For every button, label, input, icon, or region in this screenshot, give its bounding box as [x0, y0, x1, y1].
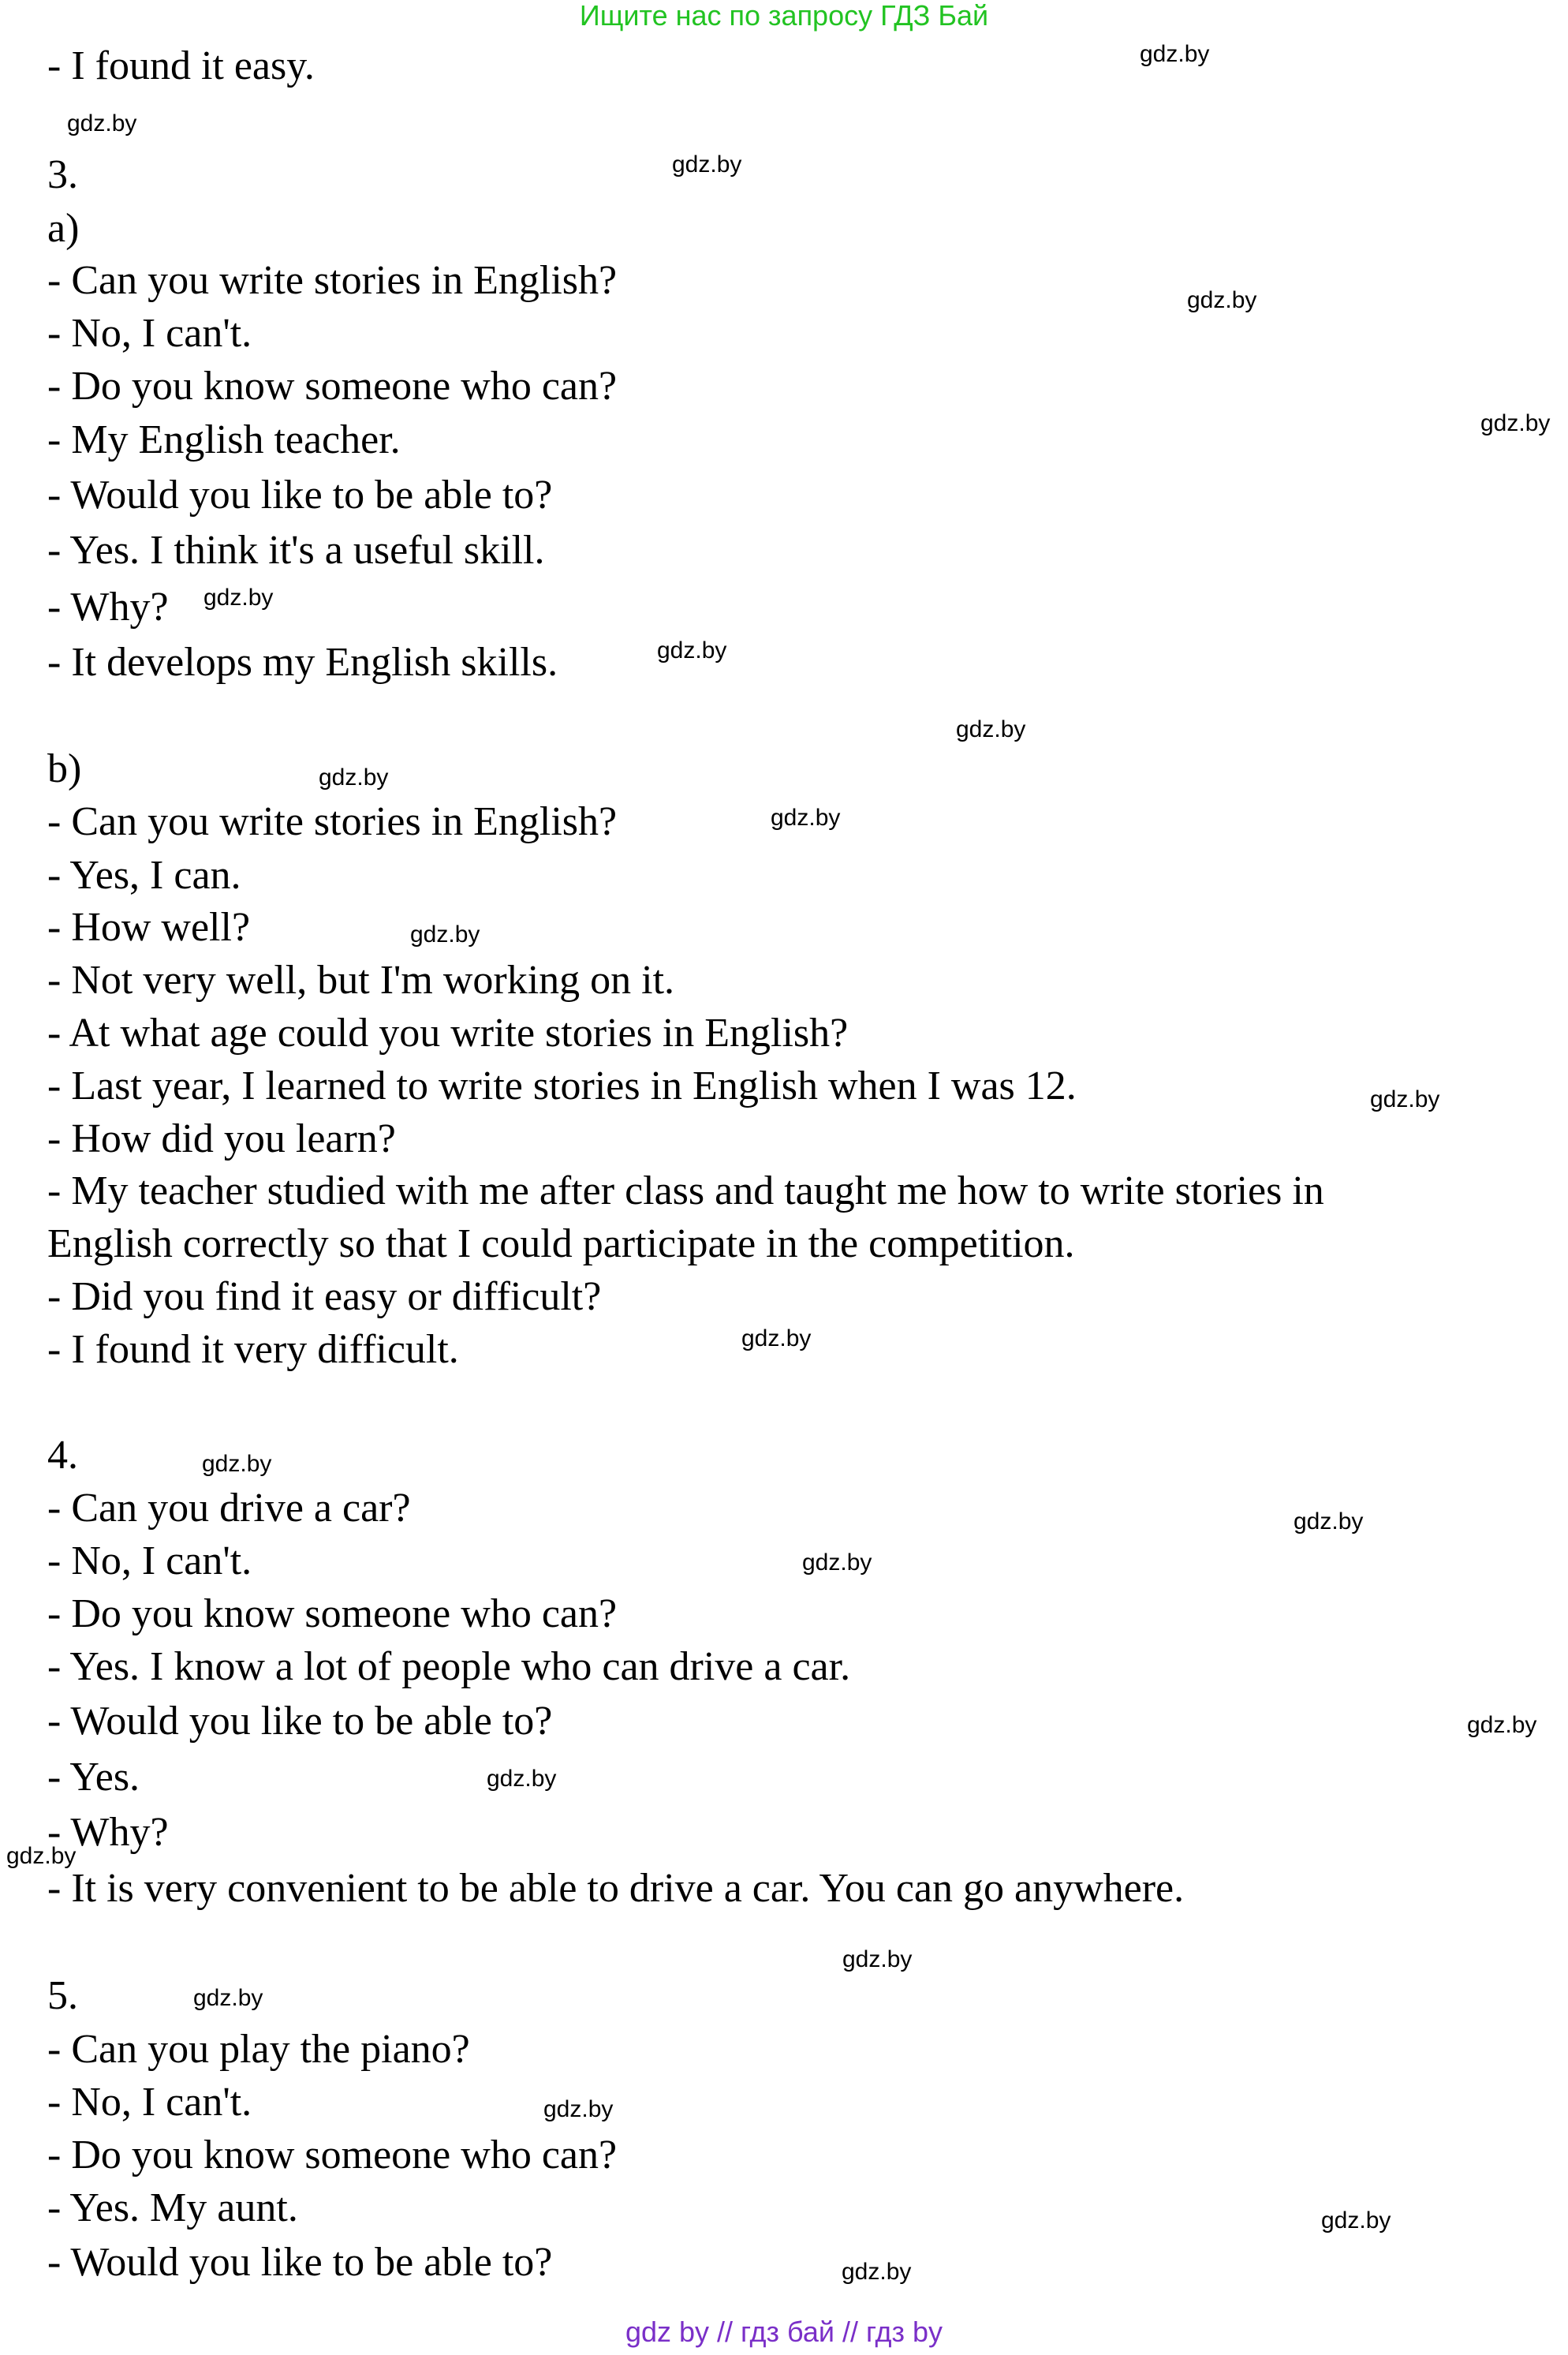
text-line: - I found it easy. — [47, 43, 315, 88]
text-line: - Do you know someone who can? — [47, 364, 618, 409]
text-line: - Can you play the piano? — [47, 2027, 470, 2072]
watermark: gdz.by — [1480, 410, 1551, 436]
watermark: gdz.by — [842, 2259, 912, 2285]
watermark: gdz.by — [771, 805, 841, 831]
text-line: - It is very convenient to be able to drive a car. You can go anywhere. — [47, 1866, 1185, 1911]
text-line: - I found it very difficult. — [47, 1327, 459, 1372]
text-line: - Would you like to be able to? — [47, 473, 553, 518]
watermark: gdz.by — [1294, 1508, 1364, 1534]
text-line: - Yes. I think it's a useful skill. — [47, 528, 545, 573]
text-line: - Why? — [47, 585, 169, 630]
watermark: gdz.by — [202, 1451, 272, 1477]
text-line: - Would you like to be able to? — [47, 2240, 553, 2285]
watermark: gdz.by — [802, 1549, 872, 1576]
text-line: - Last year, I learned to write stories in English when I was 12. — [47, 1063, 1077, 1108]
footer-banner: gdz by // гдз бай // гдз by — [625, 2316, 943, 2348]
subsection-label: a) — [47, 206, 80, 251]
text-line: - Can you write stories in English? — [47, 258, 618, 303]
watermark: gdz.by — [842, 1946, 913, 1972]
header-banner: Ищите нас по запросу ГДЗ Бай — [579, 0, 989, 32]
text-line: - Can you write stories in English? — [47, 799, 618, 844]
text-line: - No, I can't. — [47, 311, 252, 356]
text-line: - Yes. I know a lot of people who can drive a car. — [47, 1644, 851, 1689]
watermark: gdz.by — [956, 716, 1026, 742]
text-line: - My teacher studied with me after class and taught me how to write stories in — [47, 1168, 1324, 1213]
text-line: - Can you drive a car? — [47, 1486, 411, 1531]
text-line: - No, I can't. — [47, 2080, 252, 2125]
text-line: - Why? — [47, 1810, 169, 1855]
text-line: - How well? — [47, 905, 251, 950]
text-line: - Yes. My aunt. — [47, 2185, 298, 2230]
text-line: - It develops my English skills. — [47, 640, 558, 685]
text-line: - Would you like to be able to? — [47, 1699, 553, 1744]
text-line: - Did you find it easy or difficult? — [47, 1274, 602, 1319]
watermark: gdz.by — [672, 151, 742, 178]
watermark: gdz.by — [193, 1985, 263, 2011]
section-number: 4. — [47, 1433, 78, 1478]
watermark: gdz.by — [741, 1325, 812, 1351]
text-line: - Not very well, but I'm working on it. — [47, 958, 675, 1003]
watermark: gdz.by — [657, 637, 727, 664]
text-line: - At what age could you write stories in English? — [47, 1011, 849, 1056]
watermark: gdz.by — [6, 1843, 77, 1869]
watermark: gdz.by — [1321, 2207, 1391, 2234]
text-line: - How did you learn? — [47, 1116, 396, 1161]
text-line: - Yes, I can. — [47, 853, 241, 898]
section-number: 3. — [47, 152, 78, 197]
watermark: gdz.by — [67, 110, 137, 136]
watermark: gdz.by — [1140, 41, 1210, 67]
watermark: gdz.by — [1467, 1712, 1537, 1738]
watermark: gdz.by — [319, 764, 389, 791]
watermark: gdz.by — [543, 2096, 614, 2122]
text-line: - No, I can't. — [47, 1538, 252, 1583]
subsection-label: b) — [47, 746, 82, 791]
watermark: gdz.by — [203, 585, 274, 611]
text-line: - Yes. — [47, 1755, 140, 1800]
text-line: - Do you know someone who can? — [47, 2133, 618, 2177]
watermark: gdz.by — [1370, 1086, 1440, 1112]
watermark: gdz.by — [487, 1766, 557, 1792]
watermark: gdz.by — [1187, 287, 1257, 313]
text-line: - My English teacher. — [47, 417, 401, 462]
section-number: 5. — [47, 1973, 78, 2018]
text-line: - Do you know someone who can? — [47, 1591, 618, 1636]
watermark: gdz.by — [410, 921, 480, 948]
text-line: English correctly so that I could participate in the competition. — [47, 1221, 1075, 1266]
